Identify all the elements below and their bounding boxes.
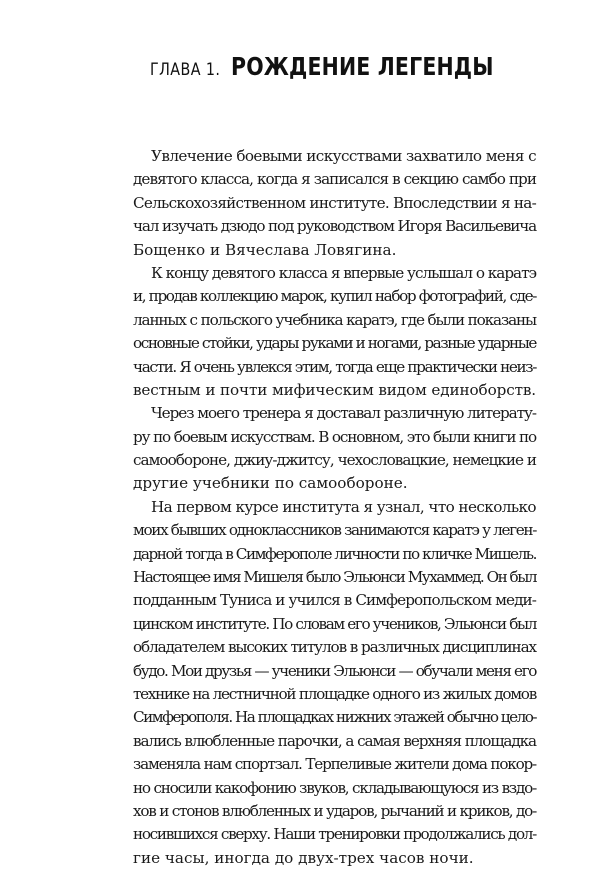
chapter-title: РОЖДЕНИЕ ЛЕГЕНДЫ	[230, 52, 494, 81]
text-line: Сельскохозяйственном институте. Впоследствии я на-	[133, 193, 536, 212]
text-line: и, продав коллекцию марок, купил набор фотографий, сде-	[133, 287, 536, 306]
text-line: Симферополя. На площадках нижних этажей обычно цело-	[133, 708, 536, 727]
text-line: дарной тогда в Симферополе личности по кличке Мишель.	[133, 544, 536, 563]
text-line: подданным Туниса и учился в Симферопольском меди-	[133, 591, 536, 610]
text-line: ру по боевым искусствам. В основном, это были книги по	[133, 427, 536, 446]
text-line: моих бывших одноклассников занимаются каратэ у леген-	[133, 521, 536, 540]
text-line: ланных с польского учебника каратэ, где были показаны	[133, 310, 536, 329]
chapter-body	[133, 145, 536, 870]
text-line: гие часы, иногда до двух-трех часов ночи.	[133, 848, 474, 867]
paragraph-first-line: К концу девятого класса я впервые услышал о каратэ	[151, 263, 536, 282]
text-line: будо. Мои друзья — ученики Эльюнси — обучали меня его	[133, 661, 536, 680]
chapter-number: ГЛАВА 1.	[150, 60, 221, 80]
paragraph-first-line: На первом курсе института я узнал, что несколько	[151, 497, 536, 516]
text-line: Бощенко и Вячеслава Ловягина.	[133, 240, 397, 259]
text-line: носившихся сверху. Наши тренировки продолжались дол-	[133, 825, 536, 844]
text-line: самообороне, джиу-джитсу, чехословацкие, немецкие и	[133, 451, 536, 470]
paragraph-first-line: Через моего тренера я доставал различную литерату-	[151, 404, 536, 423]
text-line: технике на лестничной площадке одного из жилых домов	[133, 684, 536, 703]
text-line: части. Я очень увлекся этим, тогда еще практически неиз-	[133, 357, 536, 376]
paragraph-first-line: Увлечение боевыми искусствами захватило меня с	[151, 147, 536, 165]
text-line: но сносили какофонию звуков, складывающуюся из вздо-	[133, 778, 536, 797]
text-line: чал изучать дзюдо под руководством Игоря Васильевича	[133, 217, 536, 236]
text-line: другие учебники по самообороне.	[133, 474, 408, 493]
text-line: Настоящее имя Мишеля было Эльюнси Мухаммед. Он был	[133, 568, 536, 587]
text-line: вались влюбленные парочки, а самая верхняя площадка	[133, 731, 536, 750]
text-line: девятого класса, когда я записался в секцию самбо при	[133, 170, 537, 189]
text-line: обладателем высоких титулов в различных дисциплинах	[133, 638, 536, 657]
chapter-heading	[150, 52, 570, 81]
text-line: заменяла нам спортзал. Терпеливые жители дома покор-	[133, 755, 536, 774]
text-line: основные стойки, удары руками и ногами, разные ударные	[133, 334, 536, 353]
text-line: хов и стонов влюбленных и ударов, рычаний и криков, до-	[133, 801, 536, 820]
text-line: вестным и почти мифическим видом единоборств.	[133, 380, 536, 399]
text-line: цинском институте. По словам его учеников, Эльюнси был	[133, 614, 536, 633]
